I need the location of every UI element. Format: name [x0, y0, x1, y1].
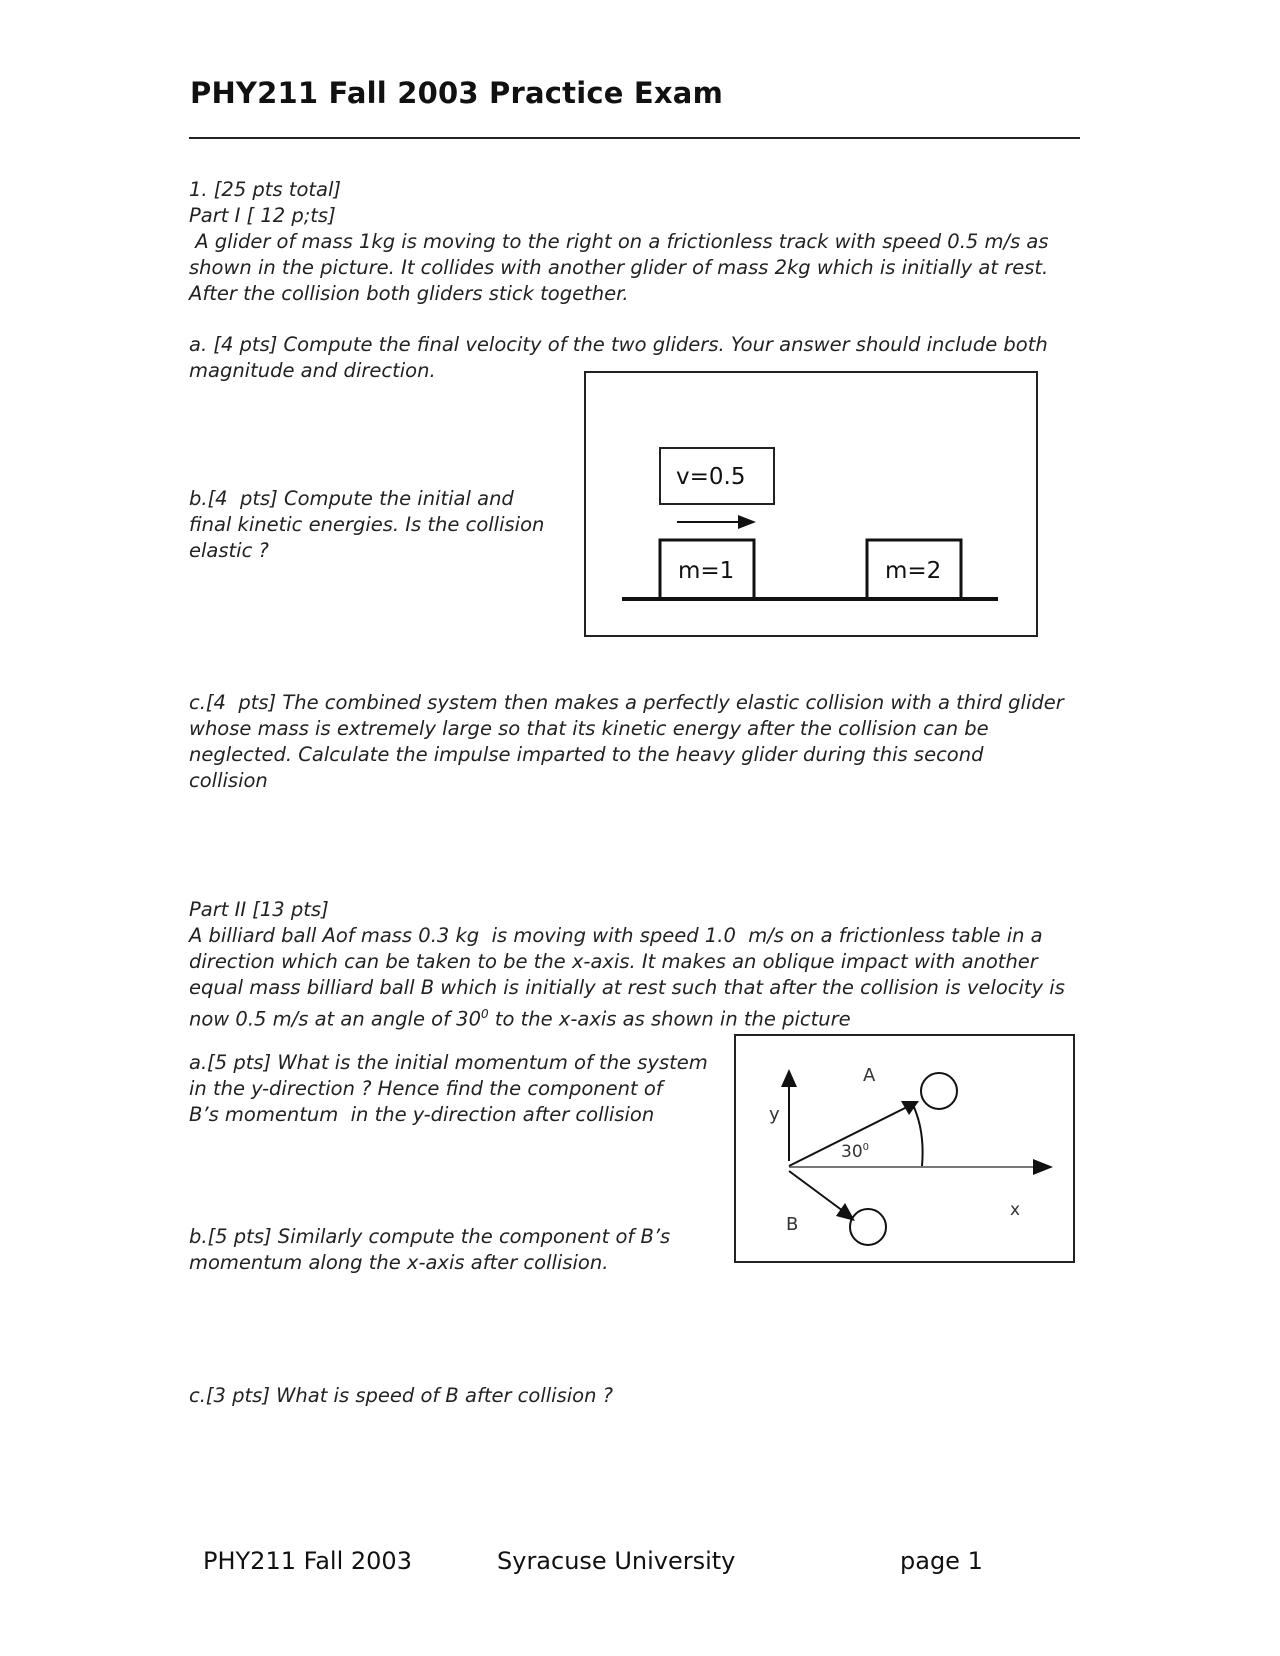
angle-arc — [913, 1105, 923, 1166]
question-2b-line: momentum along the x-axis after collision. — [189, 1251, 609, 1274]
page-title: PHY211 Fall 2003 Practice Exam — [190, 76, 723, 110]
footer-course: PHY211 Fall 2003 — [203, 1547, 412, 1575]
part1-text-line: A glider of mass 1kg is moving to the right on a frictionless track with speed 0.5 m/s as — [189, 230, 1049, 253]
question-2c: c.[3 pts] What is speed of B after collision ? — [189, 1384, 614, 1407]
ball-a — [921, 1073, 957, 1109]
part1-text-line: shown in the picture. It collides with another glider of mass 2kg which is initially at rest. — [189, 256, 1049, 279]
problem1-block — [189, 177, 1049, 307]
y-axis-label: y — [769, 1104, 780, 1125]
question-1c — [189, 690, 1064, 794]
question-1b-line: final kinetic energies. Is the collision — [189, 513, 545, 536]
ball-b-velocity-line — [789, 1171, 843, 1211]
part2-text-line: A billiard ball Aof mass 0.3 kg is moving with speed 1.0 m/s on a frictionless table in a — [189, 924, 1043, 947]
question-1c-line: neglected. Calculate the impulse imparted to the heavy glider during this second — [189, 743, 984, 766]
ball-a-label: A — [863, 1065, 876, 1086]
footer-university: Syracuse University — [497, 1547, 736, 1575]
question-1b-line: b.[4 pts] Compute the initial and — [189, 487, 514, 510]
question-2a-line: B’s momentum in the y-direction after collision — [189, 1103, 655, 1126]
part2-text-line: now 0.5 m/s at an angle of $30^0$ to the x-axis as shown in the picture — [189, 1007, 851, 1031]
ball-b-label: B — [786, 1214, 799, 1235]
part2-text-line: equal mass billiard ball B which is initially at rest such that after the collision is velocity is — [189, 976, 1065, 999]
question-1a-line: a. [4 pts] Compute the final velocity of the two gliders. Your answer should include both — [189, 333, 1048, 356]
question-1b — [189, 486, 544, 564]
velocity-arrow-icon — [738, 515, 756, 529]
question-1c-line: c.[4 pts] The combined system then makes a perfectly elastic collision with a third glider — [189, 691, 1064, 714]
question-1c-line: whose mass is extremely large so that its kinetic energy after the collision can be — [189, 717, 989, 740]
y-axis-arrow-icon — [781, 1069, 797, 1087]
question-2a-line: a.[5 pts] What is the initial momentum of the system — [189, 1051, 708, 1074]
part2-heading: Part II [13 pts] — [189, 898, 329, 921]
billiard-figure — [733, 1033, 1078, 1265]
part1-heading: Part I [ 12 p;ts] — [189, 204, 336, 227]
ball-b — [850, 1209, 886, 1245]
part1-text-line: After the collision both gliders stick together. — [189, 282, 629, 305]
question-1b-line: elastic ? — [189, 539, 269, 562]
question-2a-line: in the y-direction ? Hence find the component of — [189, 1077, 663, 1100]
problem1-heading: 1. [25 pts total] — [189, 178, 342, 201]
glider-m1-label: m=1 — [678, 558, 735, 584]
header-rule — [189, 137, 1080, 139]
question-2a — [189, 1050, 708, 1128]
velocity-label: v=0.5 — [676, 464, 746, 490]
x-axis-arrow-icon — [1033, 1159, 1053, 1175]
question-2b — [189, 1224, 670, 1276]
part2-text-line: direction which can be taken to be the x-axis. It makes an oblique impact with another — [189, 950, 1038, 973]
glider-figure-frame — [585, 372, 1037, 636]
part2-block — [189, 897, 1065, 1031]
question-1c-line: collision — [189, 769, 268, 792]
x-axis-label: x — [1010, 1200, 1021, 1220]
question-2b-line: b.[5 pts] Similarly compute the component of B’s — [189, 1225, 671, 1248]
glider-figure — [580, 370, 1040, 640]
glider-m2-label: m=2 — [885, 558, 942, 584]
question-1a-line: magnitude and direction. — [189, 359, 436, 382]
footer-page-number: page 1 — [900, 1547, 983, 1575]
angle-label: $30^0$ — [841, 1142, 870, 1162]
